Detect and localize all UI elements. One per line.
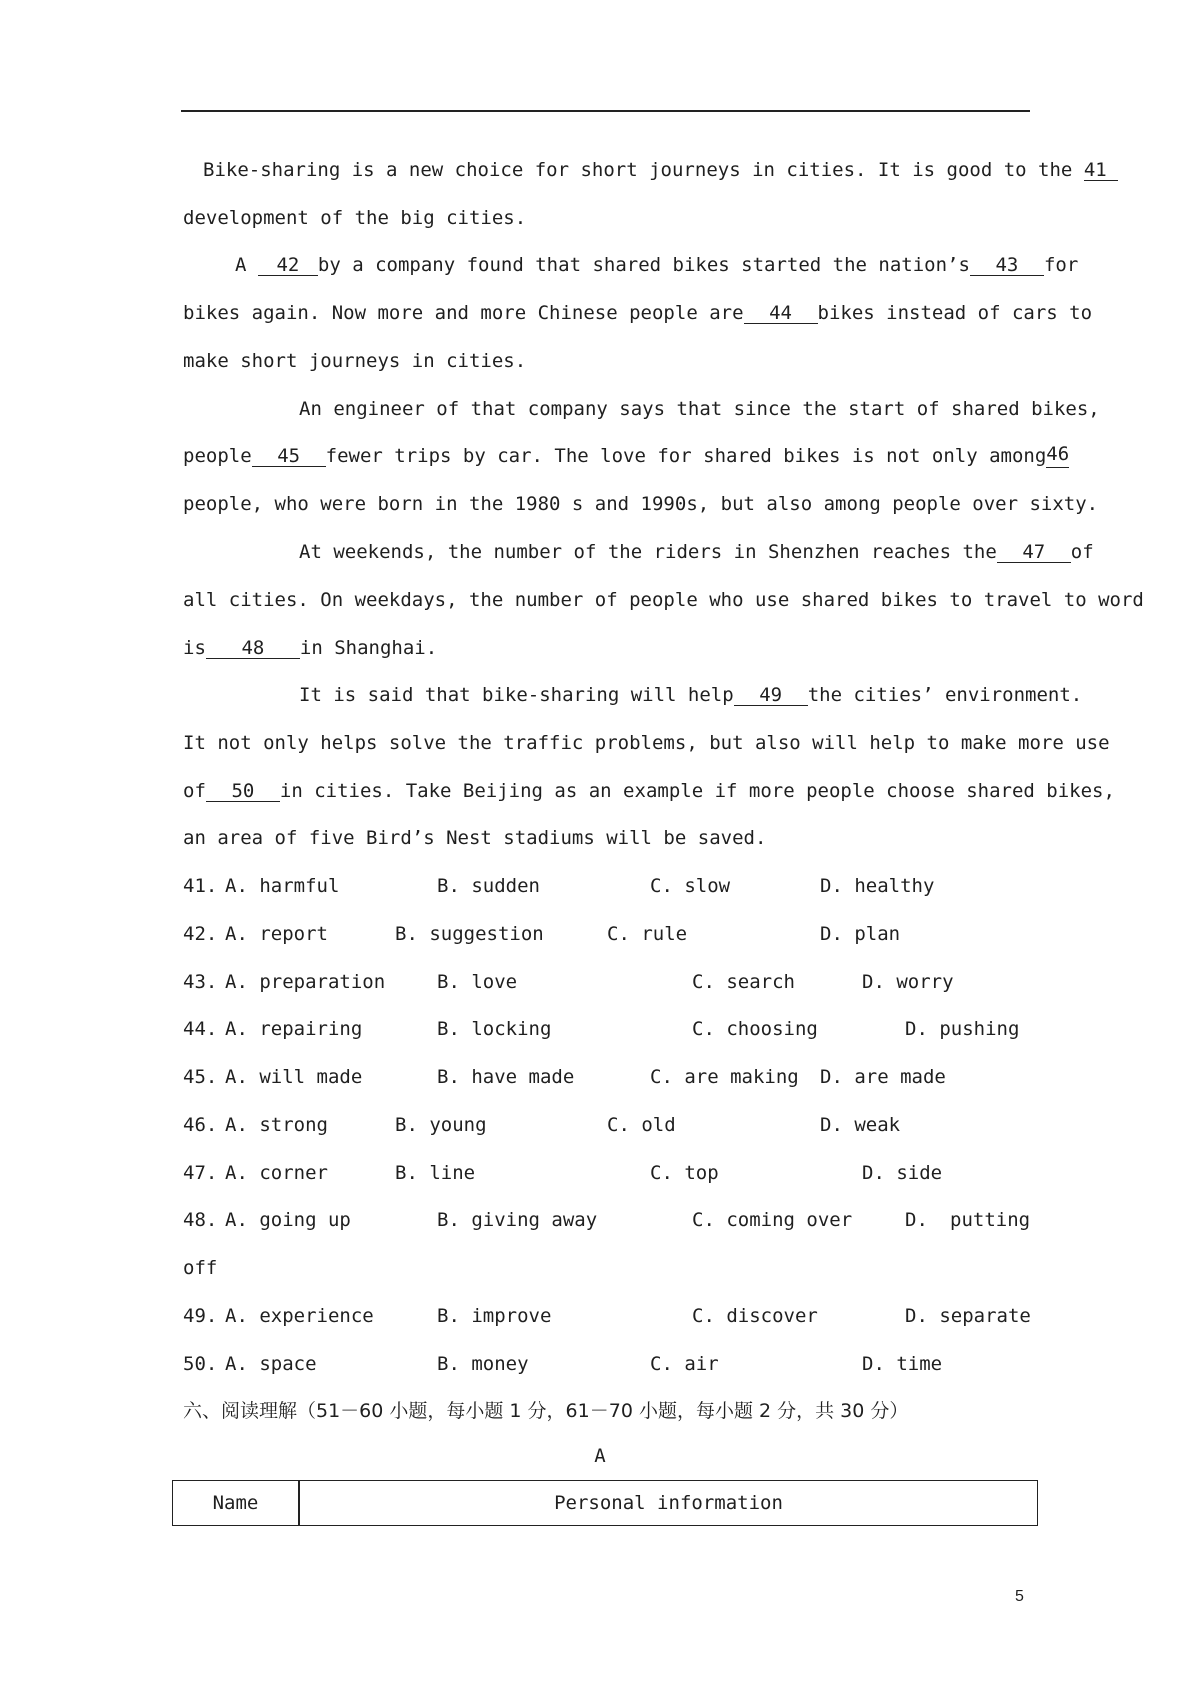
passage-line: of 50 in cities. Take Beijing as an example if more people choose shared bikes, — [183, 780, 1115, 802]
option-c: C. air — [650, 1353, 719, 1375]
page-number: 5 — [1015, 1588, 1024, 1605]
passage-line: all cities. On weekdays, the number of people who use shared bikes to travel to word — [183, 589, 1144, 611]
passage-line: At weekends, the number of the riders in Shenzhen reaches the 47 of — [299, 541, 1094, 563]
option-c: C. choosing — [692, 1018, 818, 1040]
header-rule — [181, 110, 1030, 112]
option-d: D. — [905, 1209, 928, 1231]
question-number: 49. — [183, 1305, 218, 1327]
passage-line: development of the big cities. — [183, 207, 527, 229]
option-b: B. giving away — [437, 1209, 598, 1231]
option-a: A. strong — [225, 1114, 328, 1136]
passage-line: Bike-sharing is a new choice for short journeys in cities. It is good to the 41 — [203, 158, 1028, 182]
blank-49: 49 — [734, 685, 808, 706]
option-c: C. old — [607, 1114, 676, 1136]
option-b: B. suggestion — [395, 923, 544, 945]
passage-line: It not only helps solve the traffic problems, but also will help to make more use — [183, 732, 1110, 754]
passage-line: an area of five Bird’s Nest stadiums will be saved. — [183, 827, 767, 849]
blank-43: 43 — [970, 255, 1044, 276]
option-b: B. locking — [437, 1018, 552, 1040]
option-a: A. will made — [225, 1066, 363, 1088]
option-d: D. separate — [905, 1305, 1031, 1327]
section-heading: 六、阅读理解（51－60 小题，每小题 1 分，61－70 小题，每小题 2 分，共 30 分） — [183, 1400, 909, 1422]
blank-47: 47 — [997, 542, 1071, 563]
option-d-wrap: off — [183, 1257, 218, 1279]
passage-line: is 48 in Shanghai. — [183, 637, 438, 659]
passage-line: It is said that bike-sharing will help 49 the cities’ environment. — [299, 684, 1083, 706]
passage-line: An engineer of that company says that since the start of shared bikes, — [299, 398, 1100, 420]
option-d: D. time — [862, 1353, 943, 1375]
option-d: D. are made — [820, 1066, 946, 1088]
blank-45: 45 — [252, 446, 326, 467]
option-d: D. plan — [820, 923, 901, 945]
part-label: A — [594, 1445, 606, 1467]
option-c: C. are making — [650, 1066, 799, 1088]
option-b: B. have made — [437, 1066, 575, 1088]
question-number: 48. — [183, 1209, 218, 1231]
option-a: A. report — [225, 923, 328, 945]
blank-46: 46 — [1046, 444, 1069, 468]
question-number: 47. — [183, 1162, 218, 1184]
option-b: B. improve — [437, 1305, 552, 1327]
passage-line: A 42 by a company found that shared bikes started the nation’s 43 for — [235, 254, 1079, 276]
option-c: C. rule — [607, 923, 688, 945]
option-b: B. line — [395, 1162, 476, 1184]
option-a: A. experience — [225, 1305, 374, 1327]
option-a: A. space — [225, 1353, 317, 1375]
option-a: A. going up — [225, 1209, 351, 1231]
option-d: D. weak — [820, 1114, 901, 1136]
option-d: D. worry — [862, 971, 954, 993]
option-c: C. discover — [692, 1305, 818, 1327]
option-a: A. preparation — [225, 971, 386, 993]
passage-line: people, who were born in the 1980 s and 1990s, but also among people over sixty. — [183, 493, 1099, 515]
info-table — [172, 1480, 1038, 1526]
question-number: 46. — [183, 1114, 218, 1136]
option-a: A. corner — [225, 1162, 328, 1184]
blank-50: 50 — [206, 781, 280, 802]
option-c: C. search — [692, 971, 795, 993]
passage-line: bikes again. Now more and more Chinese people are 44 bikes instead of cars to — [183, 302, 1093, 324]
option-b: B. love — [437, 971, 518, 993]
blank-42: 42 — [258, 255, 318, 276]
blank-41: 41 — [1084, 160, 1118, 181]
question-number: 50. — [183, 1353, 218, 1375]
passage-line: people 45 fewer trips by car. The love for shared bikes is not only among 46 — [183, 443, 1070, 467]
question-number: 42. — [183, 923, 218, 945]
option-a: A. harmful — [225, 875, 340, 897]
option-c: C. top — [650, 1162, 719, 1184]
question-number: 43. — [183, 971, 218, 993]
table-header-name: Name — [212, 1492, 259, 1514]
option-b: B. sudden — [437, 875, 540, 897]
option-a: A. repairing — [225, 1018, 363, 1040]
option-d-text: putting — [950, 1209, 1031, 1231]
question-number: 41. — [183, 875, 218, 897]
option-d: D. healthy — [820, 875, 935, 897]
option-d: D. pushing — [905, 1018, 1020, 1040]
table-header-info: Personal information — [554, 1492, 783, 1514]
question-number: 45. — [183, 1066, 218, 1088]
question-number: 44. — [183, 1018, 218, 1040]
blank-44: 44 — [744, 303, 818, 324]
option-b: B. money — [437, 1353, 529, 1375]
blank-48: 48 — [206, 638, 300, 659]
option-c: C. coming over — [692, 1209, 853, 1231]
passage-line: make short journeys in cities. — [183, 350, 527, 372]
option-d: D. side — [862, 1162, 943, 1184]
option-c: C. slow — [650, 875, 731, 897]
option-b: B. young — [395, 1114, 487, 1136]
